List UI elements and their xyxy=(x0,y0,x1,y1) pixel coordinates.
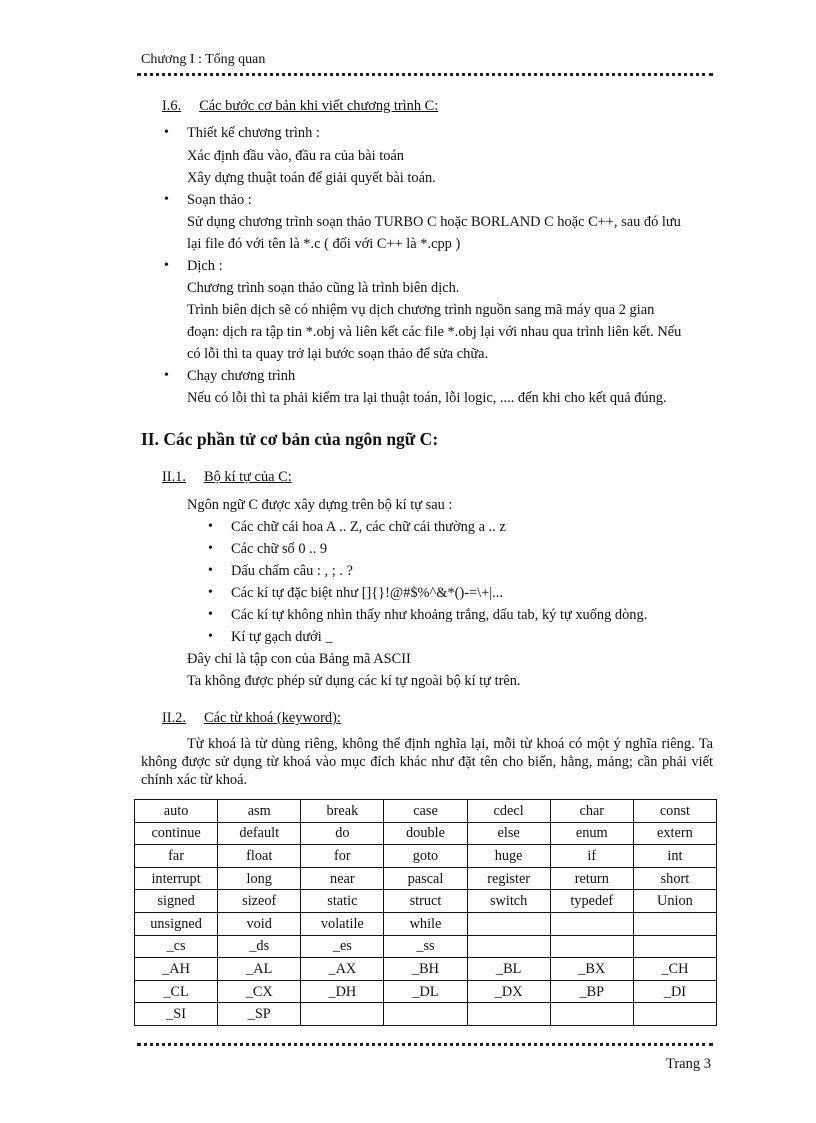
charset-item: • Kí tự gạch dưới _ xyxy=(231,628,333,646)
table-cell: huge xyxy=(467,845,550,868)
list-item: • Soạn thảo : xyxy=(187,191,252,209)
table-cell xyxy=(467,1003,550,1026)
table-cell: static xyxy=(301,890,384,913)
chapter-header: Chương I : Tổng quan xyxy=(141,52,266,67)
table-cell: _DX xyxy=(467,980,550,1003)
table-cell: extern xyxy=(633,822,716,845)
table-cell: _es xyxy=(301,935,384,958)
table-cell: void xyxy=(218,912,301,935)
table-cell: unsigned xyxy=(135,912,218,935)
table-row xyxy=(135,800,717,823)
section-ii-heading: II. Các phần tử cơ bản của ngôn ngữ C: xyxy=(141,429,439,449)
table-cell: if xyxy=(550,845,633,868)
table-cell: _CH xyxy=(633,958,716,981)
table-row xyxy=(135,1003,717,1026)
table-row xyxy=(135,912,717,935)
table-cell: _cs xyxy=(135,935,218,958)
table-cell: case xyxy=(384,800,467,823)
table-cell xyxy=(633,935,716,958)
table-cell: short xyxy=(633,867,716,890)
table-cell: break xyxy=(301,800,384,823)
table-cell: interrupt xyxy=(135,867,218,890)
table-cell: cdecl xyxy=(467,800,550,823)
section-number: II.2. xyxy=(162,710,186,726)
table-cell: else xyxy=(467,822,550,845)
table-cell: _DL xyxy=(384,980,467,1003)
list-item: • Thiết kế chương trình : xyxy=(187,124,320,142)
table-cell: sizeof xyxy=(218,890,301,913)
table-cell: float xyxy=(218,845,301,868)
note-text: Đây chỉ là tập con của Bảng mã ASCII xyxy=(187,651,411,667)
table-cell: double xyxy=(384,822,467,845)
table-cell: register xyxy=(467,867,550,890)
table-cell: asm xyxy=(218,800,301,823)
list-item-text: đoạn: dịch ra tập tin *.obj và liên kết các file *.obj lại với nhau qua trình liên kết. Nếu xyxy=(187,324,682,340)
table-cell: const xyxy=(633,800,716,823)
section-ii1-heading xyxy=(162,468,292,486)
table-cell xyxy=(633,1003,716,1026)
table-row xyxy=(135,935,717,958)
table-cell: char xyxy=(550,800,633,823)
table-cell: int xyxy=(633,845,716,868)
table-cell: far xyxy=(135,845,218,868)
table-cell: pascal xyxy=(384,867,467,890)
table-cell: _CX xyxy=(218,980,301,1003)
table-cell: _BL xyxy=(467,958,550,981)
table-cell xyxy=(550,912,633,935)
list-item-text: lại file đó với tên là *.c ( đối với C++ là *.cpp ) xyxy=(187,236,461,252)
table-cell: near xyxy=(301,867,384,890)
table-cell xyxy=(467,912,550,935)
note-text: Ta không được phép sử dụng các kí tự ngoài bộ kí tự trên. xyxy=(187,673,521,689)
table-cell xyxy=(550,1003,633,1026)
table-row xyxy=(135,890,717,913)
table-cell: switch xyxy=(467,890,550,913)
table-cell: for xyxy=(301,845,384,868)
table-cell: while xyxy=(384,912,467,935)
section-title: Các bước cơ bản khi viết chương trình C: xyxy=(199,98,439,114)
table-cell: _BH xyxy=(384,958,467,981)
table-cell xyxy=(550,935,633,958)
table-cell: Union xyxy=(633,890,716,913)
intro-text: Ngôn ngữ C được xây dựng trên bộ kí tự sau : xyxy=(187,497,453,513)
table-cell: struct xyxy=(384,890,467,913)
table-cell: do xyxy=(301,822,384,845)
table-cell: _SI xyxy=(135,1003,218,1026)
charset-item: • Các chữ số 0 .. 9 xyxy=(231,540,327,558)
section-title: Bộ kí tự của C: xyxy=(203,469,292,485)
table-cell xyxy=(384,1003,467,1026)
table-cell: _AH xyxy=(135,958,218,981)
table-row xyxy=(135,980,717,1003)
list-item: • Chạy chương trình xyxy=(187,367,295,385)
list-item-text: Chương trình soạn thảo cũng là trình biên dịch. xyxy=(187,280,460,296)
table-cell: _ss xyxy=(384,935,467,958)
table-cell: _DH xyxy=(301,980,384,1003)
table-cell: typedef xyxy=(550,890,633,913)
table-row xyxy=(135,845,717,868)
table-cell: _BP xyxy=(550,980,633,1003)
table-cell: default xyxy=(218,822,301,845)
keywords-table xyxy=(134,799,717,1026)
footer-divider xyxy=(137,1043,713,1046)
section-i6-heading xyxy=(162,97,438,115)
page-number: Trang 3 xyxy=(666,1056,711,1072)
table-cell: _CL xyxy=(135,980,218,1003)
charset-item: • Dấu chấm câu : , ; . ? xyxy=(231,562,353,580)
table-cell: _AL xyxy=(218,958,301,981)
list-item-text: Nếu có lỗi thì ta phải kiểm tra lại thuật toán, lỗi logic, .... đến khi cho kết quả đúng. xyxy=(187,390,667,406)
table-cell: return xyxy=(550,867,633,890)
table-cell xyxy=(301,1003,384,1026)
section-title: Các từ khoá (keyword): xyxy=(203,710,341,726)
keyword-paragraph: Từ khoá là từ dùng riêng, không thể định nghĩa lại, mỗi từ khoá có một ý nghĩa riêng. Ta không được sử dụng từ khoá vào mục đích khác như đặt tên cho biến, hằng, mảng; cần phải viết chính xác từ khoá. xyxy=(141,736,713,788)
charset-item: • Các chữ cái hoa A .. Z, các chữ cái thường a .. z xyxy=(231,518,506,536)
table-row xyxy=(135,822,717,845)
list-item-text: Xác định đầu vào, đầu ra của bài toán xyxy=(187,148,404,164)
table-cell: _ds xyxy=(218,935,301,958)
table-cell: _AX xyxy=(301,958,384,981)
table-cell: goto xyxy=(384,845,467,868)
list-item-text: Trình biên dịch sẽ có nhiệm vụ dịch chương trình nguồn sang mã máy qua 2 gian xyxy=(187,302,655,318)
table-cell: _DI xyxy=(633,980,716,1003)
table-cell: enum xyxy=(550,822,633,845)
table-cell: volatile xyxy=(301,912,384,935)
table-row xyxy=(135,867,717,890)
section-number: II.1. xyxy=(162,469,186,485)
list-item-text: có lỗi thì ta quay trở lại bước soạn thảo để sửa chữa. xyxy=(187,346,489,362)
table-cell: auto xyxy=(135,800,218,823)
table-cell: signed xyxy=(135,890,218,913)
table-cell: continue xyxy=(135,822,218,845)
table-cell xyxy=(633,912,716,935)
list-item-text: Sử dụng chương trình soạn thảo TURBO C hoặc BORLAND C hoặc C++, sau đó lưu xyxy=(187,214,681,230)
list-item-text: Xây dựng thuật toán để giải quyết bài toán. xyxy=(187,170,436,186)
list-item: • Dịch : xyxy=(187,257,223,275)
table-cell xyxy=(467,935,550,958)
section-number: I.6. xyxy=(162,98,182,114)
charset-item: • Các kí tự đặc biệt như []{}!@#$%^&*()-=\+|... xyxy=(231,584,503,602)
section-ii2-heading xyxy=(162,709,341,727)
charset-item: • Các kí tự không nhìn thấy như khoảng trắng, dấu tab, ký tự xuống dòng. xyxy=(231,606,647,624)
table-cell: _SP xyxy=(218,1003,301,1026)
table-cell: _BX xyxy=(550,958,633,981)
table-cell: long xyxy=(218,867,301,890)
header-divider xyxy=(137,73,713,76)
table-row xyxy=(135,958,717,981)
